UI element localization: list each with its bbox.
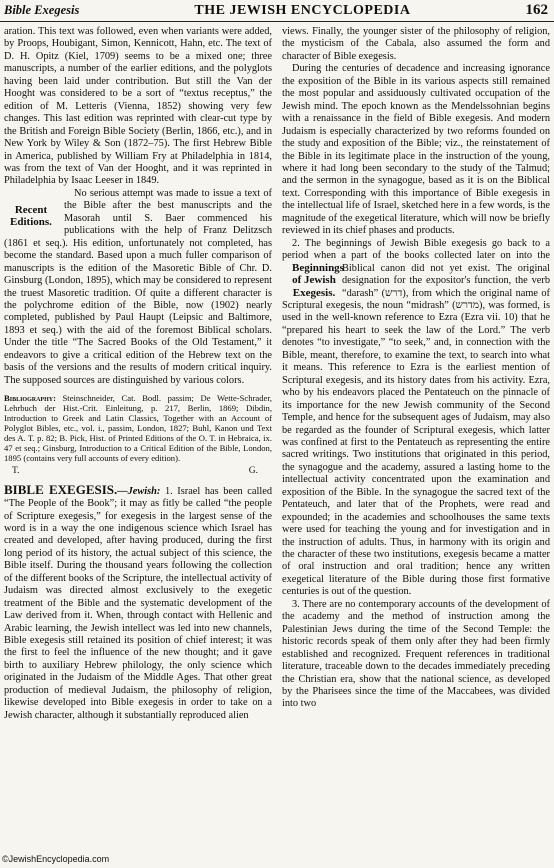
side-note-line: Beginnings [292, 261, 344, 274]
running-header [0, 0, 554, 22]
article-bible-exegesis [4, 481, 272, 723]
side-note-line: of Jewish [292, 274, 336, 287]
header-publication-title: THE JEWISH ENCYCLOPEDIA [194, 2, 411, 18]
signature-left: T. [12, 466, 20, 477]
signature-right: G. [248, 466, 258, 477]
side-note-line: Editions. [10, 216, 52, 229]
article-intro-text: 1. Israel has been called “The People of the Book”; it may as fitly be called “the people of Scripture exegesis,” for exegesis in the largest sense of the word is in a way the one indigenous science which Israel has created and developed, after having produced, during the first long period of its history, the actual subject of this science, the Bible itself. During the thousand years following the collection of the different books of the Scripture, the intellectual activity of Judaism was directed almost exclusively to the exegetic treatment of the Bible and the systematic development of the Law derived from it. When, through contact with Hellenic and Arabic learning, the Jewish intellect was led into new channels, Bible exegesis still retained its position of chief interest; it was the first to feel the influence of the new thought; and it gave birth to auxiliary Hebrew philology, the only science which originated in the Judaism of the Middle Ages. That other great production of medieval Judaism, the philosophy of religion, likewise developed into Bible exegesis in order to take on a Jewish character, although it substantially reproduced alien [4, 485, 272, 721]
bibliography-label: Bibliography: [4, 393, 56, 404]
paragraph-academy: 3. There are no contemporary accounts of the development of the academy and the method of instruction among the Palestinian Jews during the time of the Second Temple: the historic records speak of them only after they had been firmly established and recognized. Frequent references in traditional literature, traceable down to the decades immediately preceding the Christian era, show that the national science, as developed by the Pharisees since the time of the Maccabees, was divided into two [282, 598, 550, 710]
bibliography [4, 393, 272, 463]
bibliography-text: Steinschneider, Cat. Bodl. passim; De Wette-Schrader, Lehrbuch der Hist.-Crit. Einleitung, p. 217, Berlin, 1869; Dibdin, Introduction to Greek and Latin Classics, Together with an Account of Polyglot Bibles, etc., vol. i., passim, London, 1827; Buhl, Kanon und Text des A. T. p. 82; B. Pick, Hist. of Printed Editions of the O. T. in Hebraica, ix. 47 et seq.; Ginsburg, Introduction to a Critical Edition of the Bible, London, 1895 (contains very full accounts of every edition). [4, 393, 272, 464]
side-note-beginnings [282, 261, 344, 300]
side-note-line: Exegesis. [292, 286, 336, 299]
paragraph-textus-receptus: aration. This text was followed, even when variants were added, by Proops, Houbigant, Simon, Kennicott, Hahn, etc. The text of D. H. Opitz (Kiel, 1709) seems to be a mixed one; three manuscripts, a number of the earlier editions, and the polyglots having been laid under contribution. But still the Van der Hooght was considered to be a sort of “textus receptus,” the edition of M. Letteris (Vienna, 1852) showing very few changes. This last edition was reprinted with clear-cut type by the British and Foreign Bible Society (Berlin, 1866, etc.), and in New York by Wiley & Son (1872–75). The first Hebrew Bible in America, published by William Fry at Philadelphia in 1814, was from the text of Van der Hooght, and it was reprinted in Philadelphia by Isaac Leeser in 1849. [4, 26, 272, 187]
article-title: BIBLE EXEGESIS. [4, 481, 118, 497]
left-column [4, 26, 272, 859]
author-signature [4, 465, 272, 477]
paragraph-beginnings [282, 238, 550, 599]
side-note-recent-editions [4, 204, 58, 229]
header-article-name: Bible Exegesis [4, 3, 80, 17]
paragraph-beginnings-lead: 2. The beginnings of Jewish Bible exegesis go back to a period when a part of the books collected later on into the Biblical canon did not yet exist. [282, 237, 550, 274]
article-subtitle: —Jewish: [117, 485, 161, 497]
paragraph-beginnings-rest: The original designation for the expositor's function, the verb “darash” (דרש), from which the original name of Scriptural exegesis, the noun “midrash” (מדרש), was formed, is used in the well-known reference to Ezra (Ezra vii. 10) that he “prepared his heart to seek the law of the Lord.” The verb denotes “to investigate,” “to seek,” and, in connection with the Bible, meant, therefore, to examine the text, to search into what it means. This reference to Ezra is the earliest mention of Scriptural exegesis, and its history dates from his activity. Ezra, who by his endeavors placed the Pentateuch on the pinnacle of its importance for the new Jewish community of the Second Temple, and hence for the subsequent ages of Judaism, may also be regarded as the founder of Scriptural exegesis, which latter was confined at first to the Pentateuch as representing the entire sacred writings. Two institutions that originated in this period, the synagogue and the academy, assured a lasting home to the intellectual activity concentrated upon the examination and exposition of the Bible. In the synagogue the sacred text of the Pentateuch, and later that of the Prophets, were read and expounded; in the academies and schoolhouses the same texts were used for teaching the young and for investigation and in the instruction of adults. Thus, in harmony with its origin and the character of these two institutions, exegesis became a matter of oral instruction and oral tradition; hence any written exegetical literature of the Bible during those first formative centuries is out of the question. [282, 262, 550, 598]
paragraph-decadence: During the centuries of decadence and increasing ignorance the exposition of the Bible in its various aspects still remained the most popular and assiduously cultivated occupation of the Jewish mind. The epoch known as the Mendelssohnian begins with a renaissance in the field of Bible exegesis. And modern Judaism is especially characterized by two reforms founded on the study and exposition of the Bible; viz., the reinstatement of the Bible in its legitimate place in the instruction of the young, where it had long been secondary to the study of the Talmud; and the sermon in the synagogue, based as it is on the Biblical text. Corresponding with this importance of Bible exegesis in the intellectual life of Israel, sketched here in a few words, is the magnitude of the exegetical literature, which will now be briefly reviewed in its chief phases and products. [282, 63, 550, 237]
paragraph-views: views. Finally, the younger sister of the philosophy of religion, the mysticism of the Cabala, also assumed the form and character of Bible exegesis. [282, 26, 550, 62]
header-page-number: 162 [525, 2, 548, 18]
footer-credit: ©JewishEncyclopedia.com [2, 854, 110, 864]
side-note-line: Recent [14, 203, 48, 216]
paragraph-recent-editions: No serious attempt was made to issue a text of the Bible after the best manuscripts and the Masorah until S. Baer commenced his publications with the help of Franz Delitzsch (1861 et seq.). His edition, unfortunately not completed, has become the standard. Based upon a much fuller comparison of manuscripts is the edition of the Masoretic Bible of Chr. D. Ginsburg (London, 1895), which may be considered to represent the truest Masoretic tradition. Of quite a different character is the polychrome edition of the Bible, now (1902) nearly completed, published by Paul Haupt (Leipsic and Baltimore, 1893 et seq.) with the aid of the foremost Biblical scholars. Under the title “The Sacred Books of the Old Testament,” it endeavors to give a critical edition of the Hebrew text on the basis of the versions and the results of modern critical inquiry. The supposed sources are distinguished by various colors. [4, 187, 272, 386]
right-column [282, 26, 550, 859]
